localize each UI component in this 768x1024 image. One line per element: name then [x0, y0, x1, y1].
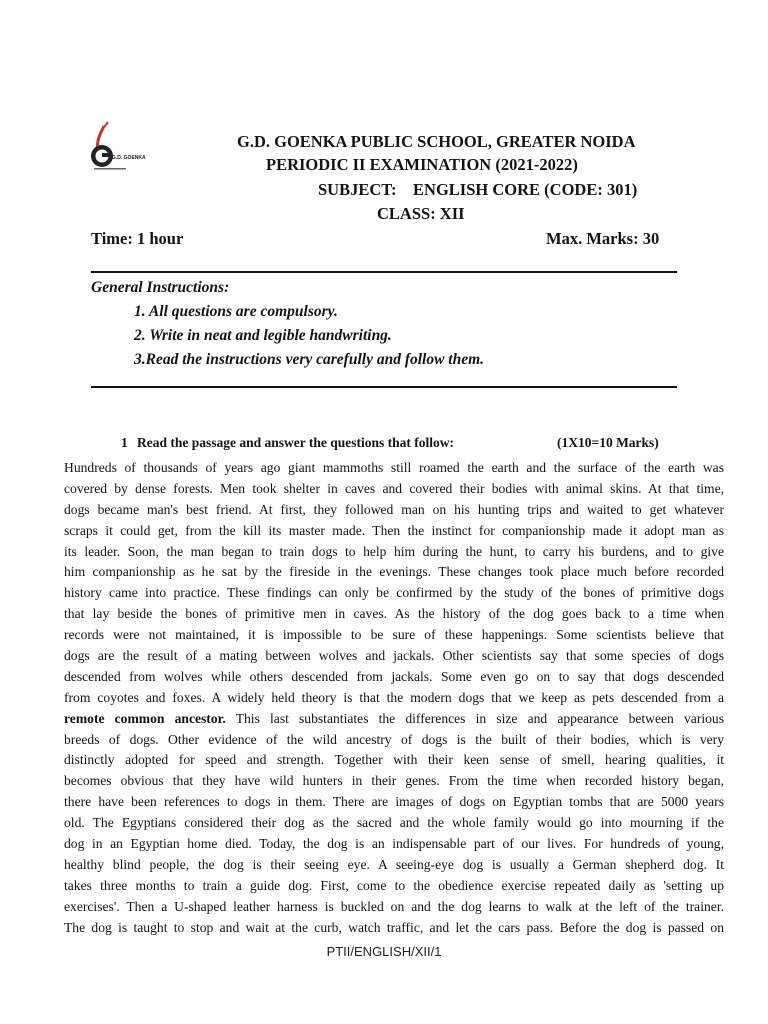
exam-title: PERIODIC II EXAMINATION (2021-2022): [266, 155, 578, 174]
passage-line: there have been references to dogs in them. There are images of dogs on Egyptian tombs that are 5000 years: [64, 794, 724, 810]
divider-bottom: [91, 386, 677, 388]
question-prompt: Read the passage and answer the questions that follow:: [137, 435, 455, 450]
max-marks: Max. Marks: 30: [546, 229, 660, 248]
passage-line: remote common ancestor. This last substantiates the differences in size and appearance between various: [64, 710, 725, 726]
instruction-item: 3.Read the instructions very carefully and follow them.: [134, 351, 485, 368]
passage-line: dogs became man's best friend. At first, they followed man on his hunting trips and waited to get whatever: [64, 501, 724, 517]
passage-line: dog in an Egyptian home died. Today, the dog is an indispensable part of our lives. For hundreds of young,: [64, 836, 724, 852]
class-line: CLASS: XII: [377, 204, 465, 223]
passage-line: exercises'. Then a U-shaped leather harness is buckled on and the dog learns to walk at the left of the trainer.: [64, 898, 724, 914]
svg-text:G.D. GOENKA: G.D. GOENKA: [112, 155, 146, 161]
passage-line: him companionship as he sat by the fireside in the evenings. These changes took place much before recorded: [64, 564, 724, 580]
instruction-item: 1. All questions are compulsory.: [134, 303, 338, 320]
passage-line: distinctly adopted for speed and strength. Together with their keen sense of smell, hearing qualities, it: [64, 752, 724, 768]
page-footer: PTII/ENGLISH/XII/1: [326, 944, 442, 959]
passage-line: descended from wolves while others descended from jackals. Some even go on to say that dogs descended: [64, 668, 724, 684]
passage-line: takes three months to train a guide dog. First, come to the obedience exercise repeated daily as 'setting up: [64, 877, 724, 893]
passage-line: from coyotes and foxes. A widely held theory is that the modern dogs that we keep as pets descended from a: [64, 689, 724, 705]
reading-passage: [64, 458, 724, 938]
passage-line: breeds of dogs. Other evidence of the wild ancestry of dogs is the built of their bodies, which is very: [64, 731, 724, 747]
passage-line: The dog is taught to stop and wait at the curb, watch traffic, and let the cars pass. Before the dog is passed on: [64, 919, 724, 935]
school-name: G.D. GOENKA PUBLIC SCHOOL, GREATER NOIDA: [237, 132, 636, 151]
passage-line: its leader. Soon, the man began to train dogs to help him during the hunt, to carry his burdens, and to give: [64, 543, 724, 559]
divider-top: [91, 271, 677, 273]
passage-line: records were not maintained, it is impossible to be sure of these happenings. Some scientists believe that: [64, 627, 724, 643]
passage-line: that lay beside the bones of primitive men in caves. As the history of the dog goes back to a time when: [64, 606, 724, 622]
school-logo: [84, 120, 150, 176]
passage-line: Hundreds of thousands of years ago giant mammoths still roamed the earth and the surface of the earth was: [64, 460, 724, 475]
passage-line: becomes obvious that they have wild hunters in their genes. From the time when recorded history began,: [64, 773, 724, 789]
passage-line: healthy blind people, the dog is their seeing eye. A seeing-eye dog is usually a German shepherd dog. It: [64, 856, 724, 872]
instructions-title: General Instructions:: [91, 279, 230, 296]
subject-line: SUBJECT: ENGLISH CORE (CODE: 301): [318, 180, 638, 199]
question-marks: (1X10=10 Marks): [557, 435, 659, 450]
passage-line: scraps it could get, from the kill its master made. Then the instinct for companionship made it adopt man as: [64, 522, 724, 538]
instruction-item: 2. Write in neat and legible handwriting.: [134, 327, 392, 344]
passage-line: dogs are the result of a mating between wolves and jackals. Other scientists say that some species of dogs: [64, 648, 724, 664]
passage-line: history came into practice. These findings can only be confirmed by the study of the bones of primitive dogs: [64, 585, 724, 601]
passage-line: old. The Egyptians considered their dog as the sacred and the whole family would go into mourning if the: [64, 815, 724, 831]
passage-line: covered by dense forests. Men took shelter in caves and covered their bodies with animal skins. At that time,: [64, 480, 724, 496]
question-number: 1: [121, 435, 128, 450]
time-allowed: Time: 1 hour: [91, 229, 184, 248]
